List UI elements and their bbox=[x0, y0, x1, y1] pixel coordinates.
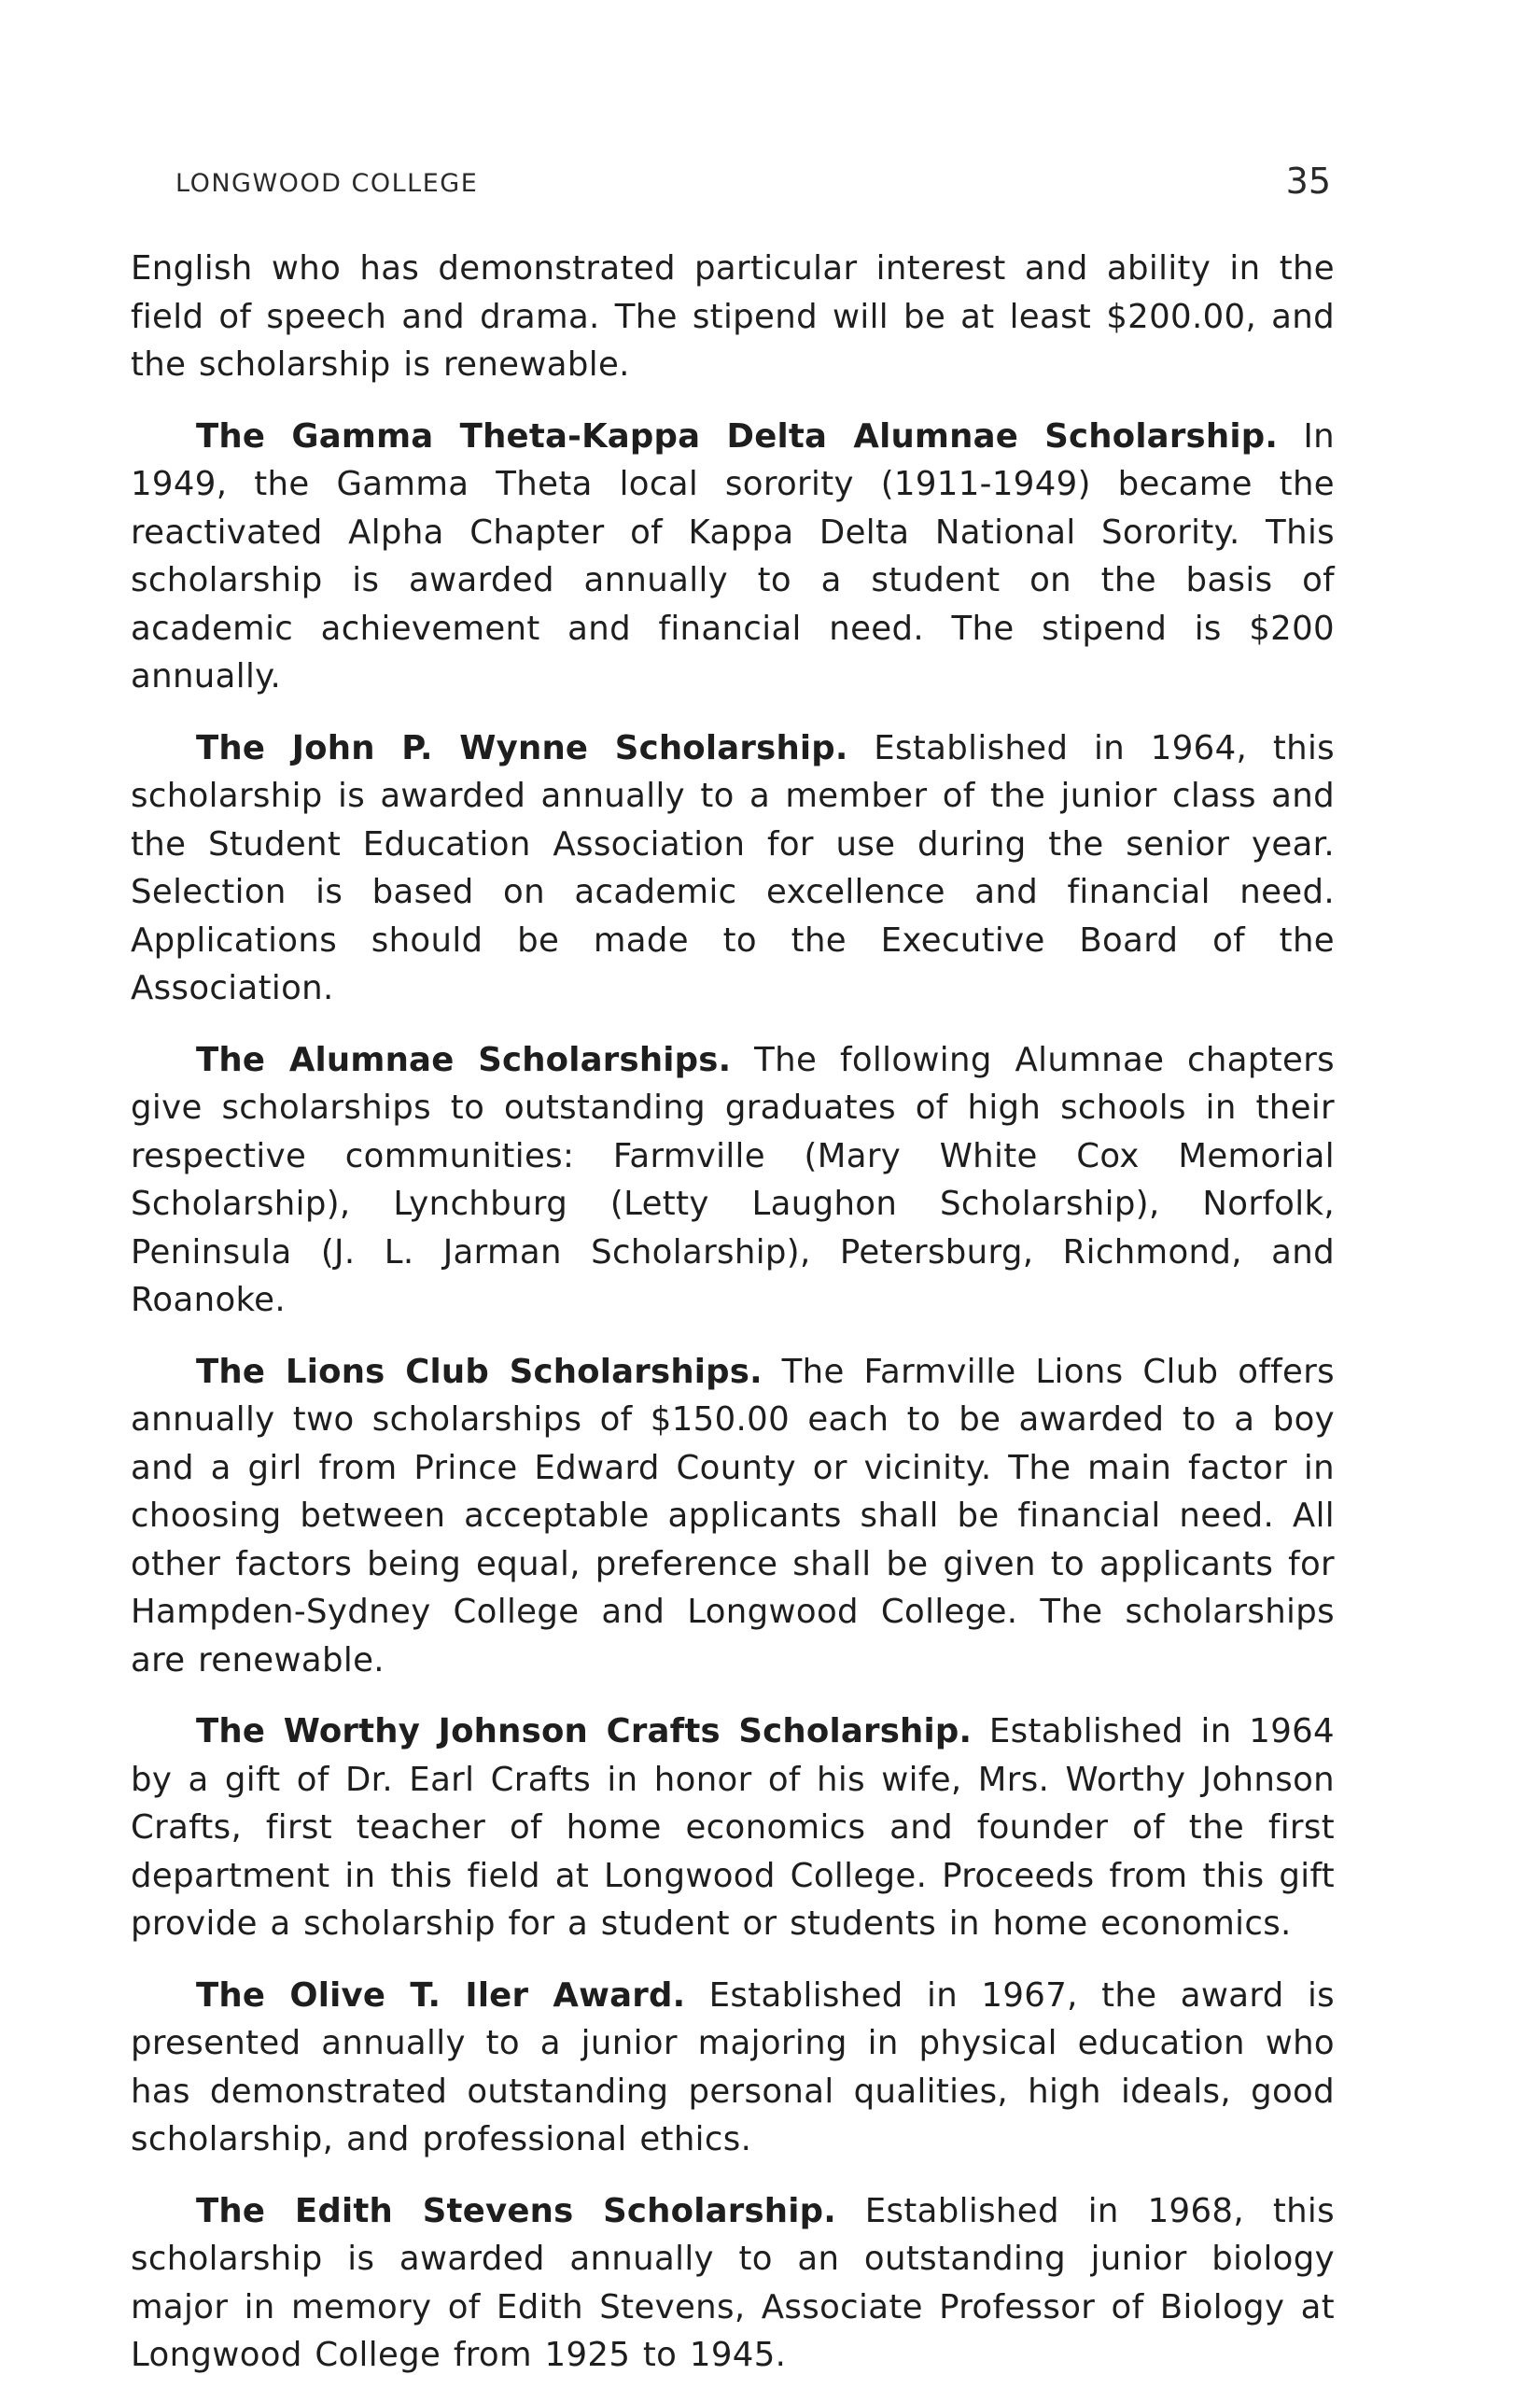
paragraph-text: Established in 1964, this scholarship is awarded annually to a member of the junior class and the Student Education Association for use during the senior year. Selection is based on academic excellence and financial need. Applications should be made to the Executive Board of the Association. bbox=[131, 728, 1335, 1007]
paragraph-title: The Lions Club Scholarships. bbox=[196, 1352, 763, 1391]
paragraph-title: The Olive T. Iler Award. bbox=[196, 1975, 686, 2015]
paragraph-text: In 1949, the Gamma Theta local sorority (1911-1949) became the reactivated Alpha Chapter of Kappa Delta National Sorority. This scholarship is awarded annually to a student on the basis of academic achievement and financial need. The stipend is $200 annually. bbox=[131, 416, 1336, 696]
paragraph-worthy-johnson-crafts bbox=[131, 1707, 1335, 1948]
paragraph-text: English who has demonstrated particular interest and ability in the field of speech and drama. The stipend will be at least $200.00, and the scholarship is renewable. bbox=[131, 249, 1335, 384]
paragraph-lions-club bbox=[131, 1348, 1335, 1685]
paragraph-title: The Alumnae Scholarships. bbox=[196, 1040, 732, 1079]
paragraph-text: Established in 1967, the award is presented annually to a junior majoring in physical education who has demonstrated outstanding personal qualities, high ideals, good scholarship, and professional ethics. bbox=[131, 1975, 1335, 2158]
paragraph-alumnae-scholarships bbox=[131, 1036, 1335, 1325]
paragraph-text: The following Alumnae chapters give scholarships to outstanding graduates of high schools in their respective communities: Farmville (Mary White Cox Memorial Scholarship), Lynchburg (Letty Laughon Scholarship), Norfolk, Peninsula (J. L. Jarman Scholarship), Petersburg, Richmond, and Roanoke. bbox=[131, 1040, 1336, 1319]
paragraph-john-p-wynne bbox=[131, 724, 1335, 1013]
body-text bbox=[131, 245, 1335, 2403]
paragraph-title: The Worthy Johnson Crafts Scholarship. bbox=[196, 1712, 973, 1750]
paragraph-edith-stevens bbox=[131, 2187, 1335, 2380]
paragraph-text: The Farmville Lions Club offers annually two scholarships of $150.00 each to be awarded to a boy and a girl from Prince Edward County or vicinity. The main factor in choosing between acceptable applicants shall be financial need. All other factors being equal, preference shall be given to applicants for Hampden-Sydney College and Longwood College. The scholarships are renewable. bbox=[131, 1352, 1336, 1679]
running-head: LONGWOOD COLLEGE bbox=[175, 169, 479, 198]
paragraph-speech-drama-continuation bbox=[131, 245, 1335, 389]
paragraph-olive-t-iler bbox=[131, 1972, 1335, 2164]
paragraph-title: The Edith Stevens Scholarship. bbox=[196, 2191, 836, 2230]
paragraph-text: Established in 1968, this scholarship is awarded annually to an outstanding junior biology major in memory of Edith Stevens, Associate Professor of Biology at Longwood College from 1925 to 1945. bbox=[131, 2191, 1335, 2374]
page-number: 35 bbox=[1285, 161, 1331, 202]
paragraph-gamma-theta-kappa-delta bbox=[131, 413, 1335, 701]
paragraph-title: The Gamma Theta-Kappa Delta Alumnae Scholarship. bbox=[196, 416, 1279, 456]
paragraph-title: The John P. Wynne Scholarship. bbox=[196, 728, 848, 767]
paragraph-text: Established in 1964 by a gift of Dr. Earl Crafts in honor of his wife, Mrs. Worthy Johnson Crafts, first teacher of home economics and founder of the first department in this field at Longwood College. Proceeds from this gift provide a scholarship for a student or students in home economics. bbox=[131, 1712, 1335, 1943]
